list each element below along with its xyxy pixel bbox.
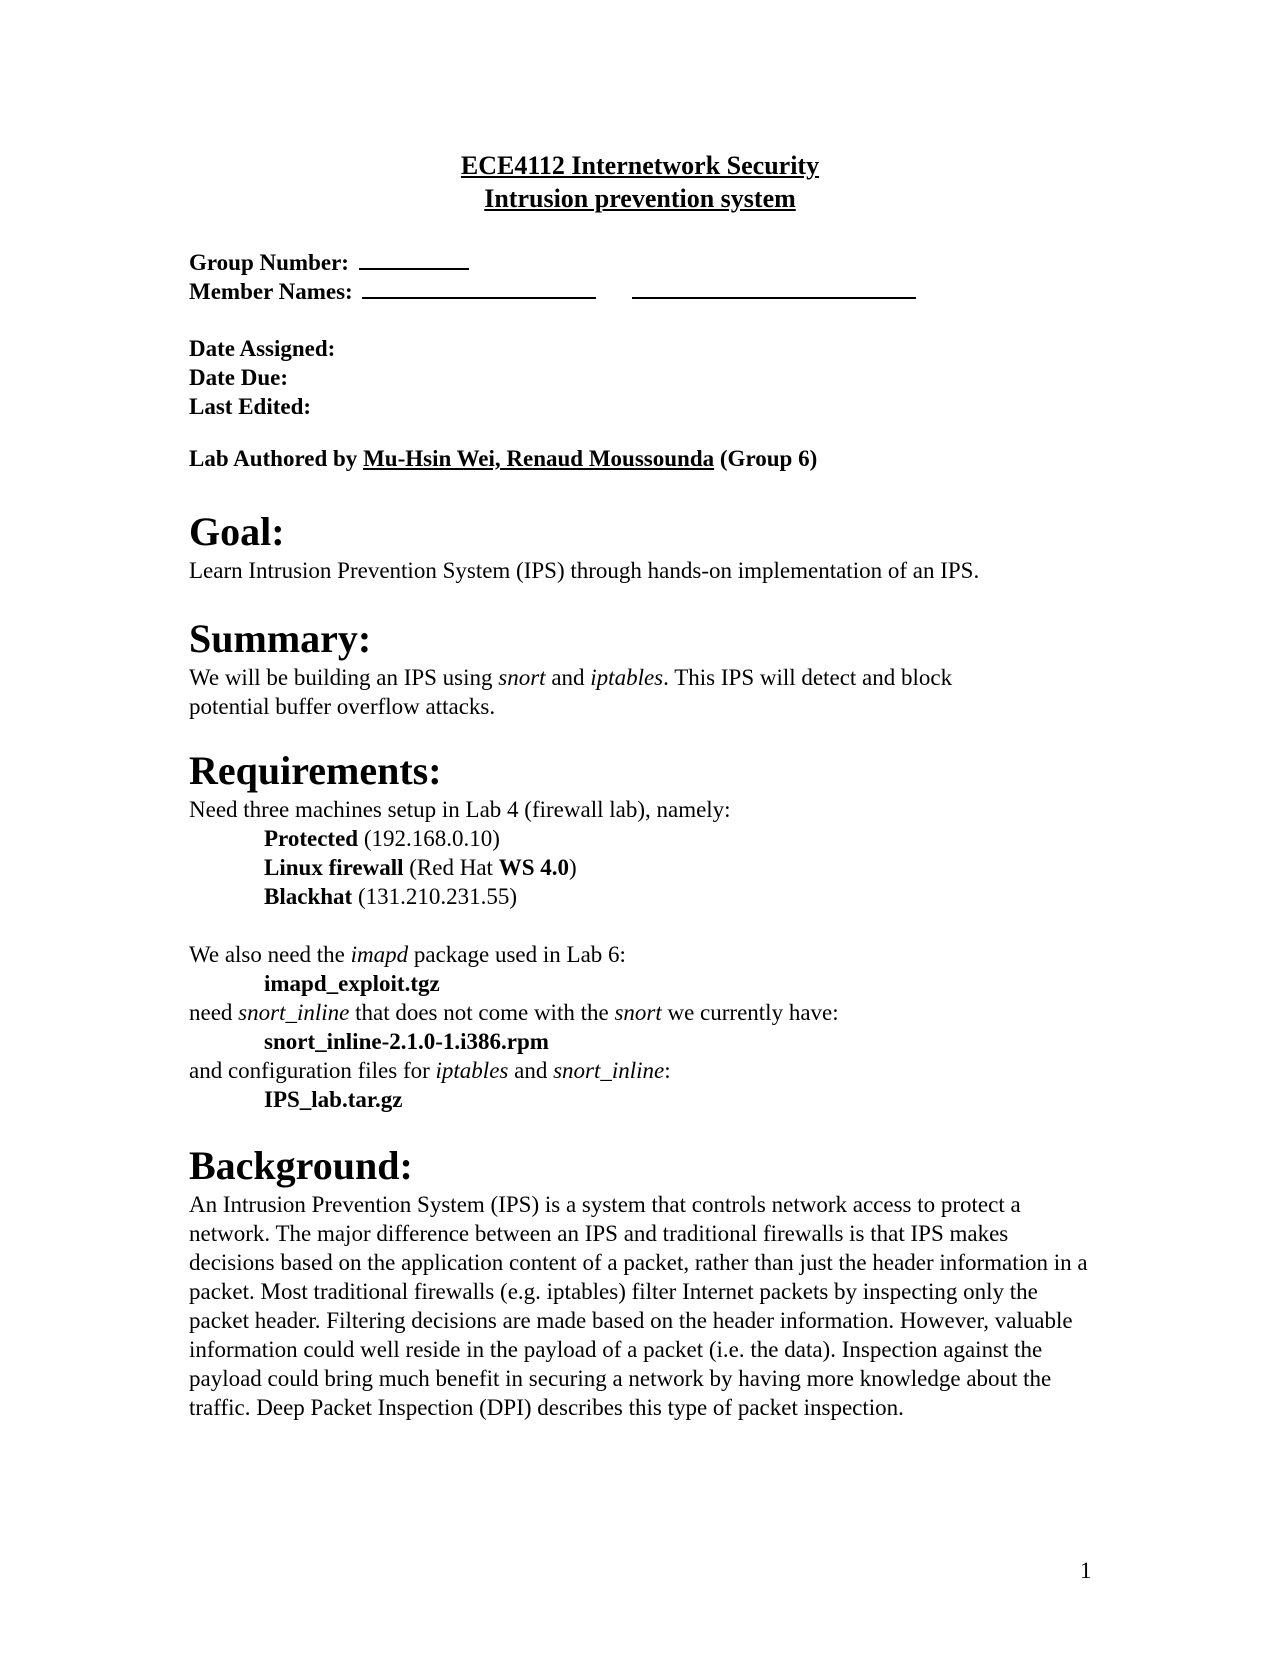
machine-protected xyxy=(264,824,500,853)
summary-line-2: potential buffer overflow attacks. xyxy=(189,694,496,719)
requirements-intro: Need three machines setup in Lab 4 (firewall lab), namely: xyxy=(189,797,731,822)
config-intro-text: and configuration files for xyxy=(189,1058,436,1083)
machine-detail: (Red Hat xyxy=(403,855,499,880)
summary-text-2: . This IPS will detect and block xyxy=(663,665,953,690)
snort-intro-text-2: that does not come with the xyxy=(349,1000,615,1025)
group-number-row xyxy=(189,248,469,277)
summary-text-1: We will be building an IPS using xyxy=(189,665,499,690)
machine-blackhat xyxy=(264,882,517,911)
snort-inline-word: snort_inline xyxy=(238,1000,350,1025)
requirements-heading: Requirements: xyxy=(189,748,442,793)
background-paragraph: An Intrusion Prevention System (IPS) is a system that controls network access to protect a network. The major difference between an IPS and traditional firewalls is that IPS makes decisions based on the application content of a packet, rather than just the header information in a packet. Most traditional firewalls (e.g. iptables) filter Internet packets by inspecting only the packet header. Filtering decisions are made based on the header information. However, valuable information could well reside in the payload of a packet (i.e. the data). Inspection against the payload could bring much benefit in securing a network by having more knowledge about the traffic. Deep Packet Inspection (DPI) describes this type of packet inspection. xyxy=(189,1192,1088,1420)
goal-heading: Goal: xyxy=(189,509,285,554)
lab-title: Intrusion prevention system xyxy=(484,184,796,213)
summary-heading: Summary: xyxy=(189,616,372,661)
machine-detail: (131.210.231.55) xyxy=(352,884,518,909)
imapd-word: imapd xyxy=(350,942,409,967)
machine-detail-bold: WS 4.0 xyxy=(498,855,569,880)
config-iptables: iptables xyxy=(435,1058,509,1083)
last-edited-label: Last Edited: xyxy=(189,394,312,419)
imapd-file: imapd_exploit.tgz xyxy=(264,971,440,996)
date-assigned-label: Date Assigned: xyxy=(189,336,336,361)
summary-snort: snort xyxy=(498,665,546,690)
authored-by-prefix: Lab Authored by xyxy=(189,446,358,471)
course-title: ECE4112 Internetwork Security xyxy=(460,151,820,180)
date-due-label: Date Due: xyxy=(189,365,288,390)
summary-iptables: iptables xyxy=(590,665,664,690)
config-intro xyxy=(189,1056,671,1085)
goal-text: Learn Intrusion Prevention System (IPS) through hands-on implementation of an IPS. xyxy=(189,558,980,583)
summary-line-1 xyxy=(189,663,952,692)
member-name-blank-2 xyxy=(632,277,916,299)
member-name-blank-1 xyxy=(362,277,596,299)
background-heading: Background: xyxy=(189,1143,413,1188)
imapd-intro-text-1: We also need the xyxy=(189,942,351,967)
member-names-row xyxy=(189,277,916,306)
machine-detail: (192.168.0.10) xyxy=(358,826,500,851)
snort-intro-text-1: need xyxy=(189,1000,239,1025)
snort-inline-intro xyxy=(189,998,839,1027)
group-number-label: Group Number: xyxy=(189,250,349,275)
machine-name: Protected xyxy=(264,826,359,851)
page-number: 1 xyxy=(1080,1558,1092,1583)
config-and: and xyxy=(508,1058,554,1083)
config-colon: : xyxy=(664,1058,671,1083)
snort-word: snort xyxy=(614,1000,662,1025)
author-names: Mu-Hsin Wei, Renaud Moussounda xyxy=(363,446,715,471)
machine-name: Blackhat xyxy=(264,884,353,909)
machine-linux-firewall xyxy=(264,853,577,882)
imapd-intro-text-2: package used in Lab 6: xyxy=(408,942,626,967)
machine-detail-end: ) xyxy=(568,855,577,880)
member-names-label: Member Names: xyxy=(189,279,353,304)
snort-intro-text-3: we currently have: xyxy=(661,1000,839,1025)
authored-by-line xyxy=(189,444,817,473)
author-group: (Group 6) xyxy=(719,446,818,471)
group-number-blank xyxy=(359,248,469,270)
imapd-intro xyxy=(189,940,626,969)
config-file: IPS_lab.tar.gz xyxy=(264,1087,403,1112)
machine-name: Linux firewall xyxy=(264,855,404,880)
summary-and: and xyxy=(545,665,591,690)
snort-inline-file: snort_inline-2.1.0-1.i386.rpm xyxy=(264,1029,549,1054)
config-snort-inline: snort_inline xyxy=(553,1058,665,1083)
